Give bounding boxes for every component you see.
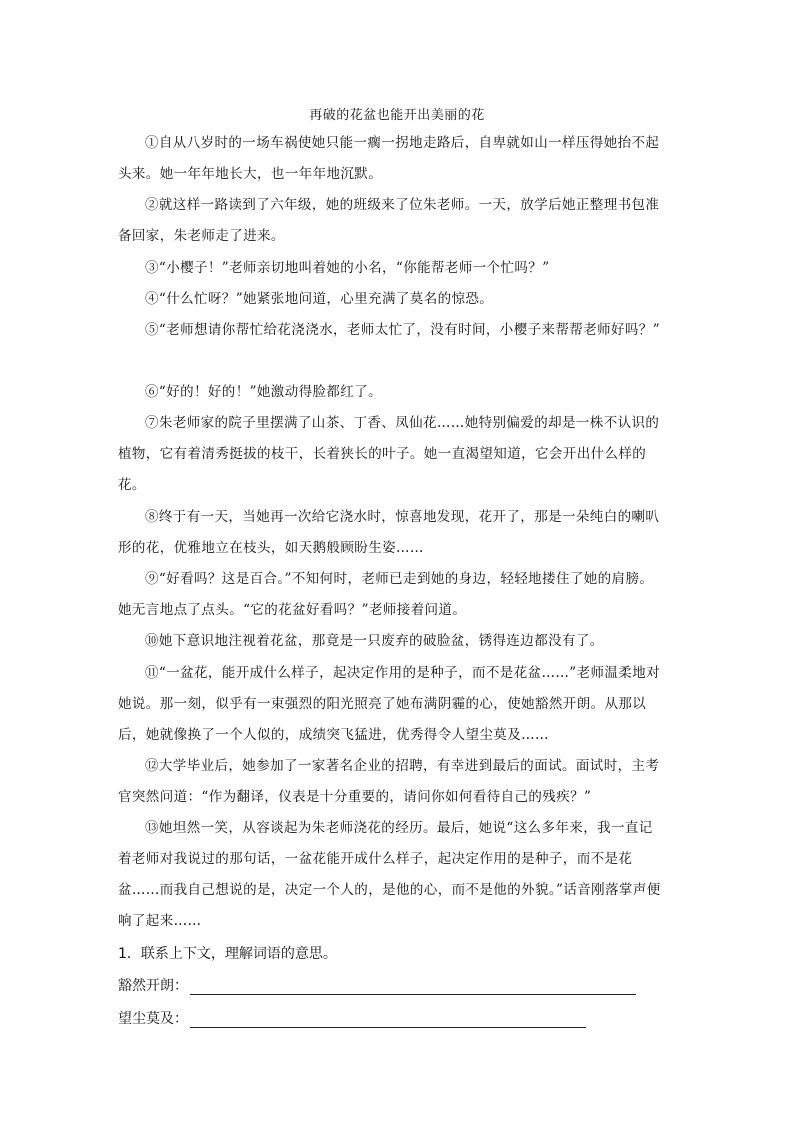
paragraph-8: ⑧终于有一天，当她再一次给它浇水时，惊喜地发现，花开了，那是一朵纯白的喇叭形的花，优雅地立在枝头，如天鹅般顾盼生姿……	[118, 509, 660, 556]
paragraph-6: ⑥“好的！好的！”她激动得脸都红了。	[145, 384, 383, 400]
paragraph-7: ⑦朱老师家的院子里摆满了山茶、丁香、凤仙花……她特别偏爱的却是一株不认识的植物，它有着清秀挺拔的枝干，长着狭长的叶子。她一直渴望知道，它会开出什么样的花。	[118, 415, 660, 493]
paragraph-2: ②就这样一路读到了六年级，她的班级来了位朱老师。一天，放学后她正整理书包准备回家，朱老师走了进来。	[118, 197, 660, 244]
paragraph-12: ⑫大学毕业后，她参加了一家著名企业的招聘，有幸进到最后的面试。面试时，主考官突然问道：“作为翻译，仪表是十分重要的，请问你如何看待自己的残疾？”	[118, 758, 660, 805]
answer-label-2: 望尘莫及：	[118, 1011, 188, 1027]
paragraph-4: ④“什么忙呀？”她紧张地问道，心里充满了莫名的惊恐。	[145, 291, 494, 307]
paragraph-10: ⑩她下意识地注视着花盆，那竟是一只废弃的破脸盆，锈得连边都没有了。	[145, 633, 604, 649]
answer-blank-1[interactable]	[190, 978, 636, 995]
answer-blank-2[interactable]	[190, 1011, 586, 1028]
answer-row-1	[118, 975, 636, 995]
answer-row-2	[118, 1008, 586, 1028]
paragraph-3: ③“小樱子！”老师亲切地叫着她的小名，“你能帮老师一个忙吗？”	[145, 260, 550, 276]
paragraph-1: ①自从八岁时的一场车祸使她只能一瘸一拐地走路后，自卑就如山一样压得她抬不起头来。她一年年地长大，也一年年地沉默。	[118, 135, 660, 182]
paragraph-11: ⑪“一盆花，能开成什么样子，起决定作用的是种子，而不是花盆……”老师温柔地对她说。那一刻，似乎有一束强烈的阳光照亮了她布满阴霾的心，使她豁然开朗。从那以后，她就像换了一个人似的，成绩突飞猛进，优秀得令人望尘莫及……	[118, 665, 661, 743]
question-1: 1．联系上下文，理解词语的意思。	[118, 946, 337, 962]
paragraph-5: ⑤“老师想请你帮忙给花浇浇水，老师太忙了，没有时间，小樱子来帮帮老师好吗？”	[145, 322, 661, 338]
page-title: 再破的花盆也能开出美丽的花	[309, 108, 485, 123]
answer-label-1: 豁然开朗：	[118, 978, 188, 994]
paragraph-13: ⑬她坦然一笑，从容谈起为朱老师浇花的经历。最后，她说“这么多年来，我一直记着老师对我说过的那句话，一盆花能开成什么样子，起决定作用的是种子，而不是花盆……而我自己想说的是，决定一个人的，是他的心，而不是他的外貌。”话音刚落掌声便响了起来……	[118, 820, 661, 929]
paragraph-9: ⑨“好看吗？这是百合。”不知何时，老师已走到她的身边，轻轻地搂住了她的肩膀。她无言地点了点头。“它的花盆好看吗？”老师接着问道。	[118, 571, 654, 618]
